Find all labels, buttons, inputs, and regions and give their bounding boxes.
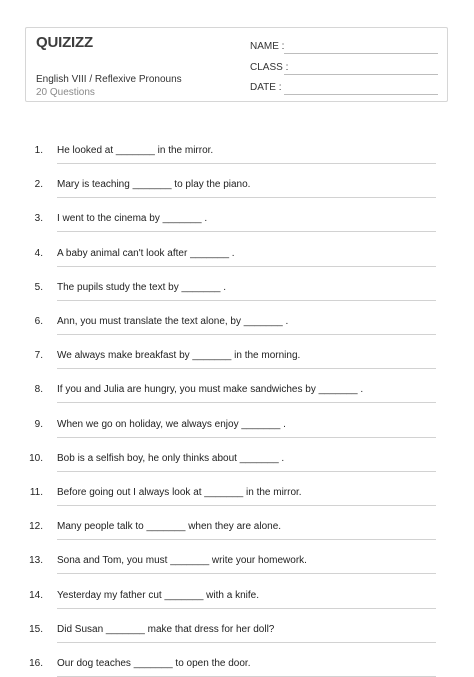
question-item <box>0 419 474 435</box>
class-label: CLASS : <box>250 62 289 73</box>
answer-line[interactable] <box>57 266 436 267</box>
question-number: 10. <box>29 452 43 464</box>
answer-line[interactable] <box>57 334 436 335</box>
name-label: NAME : <box>250 41 285 52</box>
question-text: When we go on holiday, we always enjoy _______ . <box>57 418 286 430</box>
question-number: 14. <box>29 589 43 601</box>
question-number: 8. <box>34 384 43 396</box>
question-item <box>0 453 474 469</box>
question-item <box>0 384 474 400</box>
question-text: Our dog teaches _______ to open the door. <box>57 658 251 669</box>
question-number: 13. <box>29 555 43 567</box>
answer-line[interactable] <box>57 402 436 403</box>
answer-line[interactable] <box>57 197 436 198</box>
class-field-line[interactable] <box>284 74 438 75</box>
question-text: Ann, you must translate the text alone, by _______ . <box>57 316 289 327</box>
answer-line[interactable] <box>57 539 436 540</box>
question-item <box>0 658 474 674</box>
question-text: Bob is a selfish boy, he only thinks about _______ . <box>57 452 285 464</box>
question-item <box>0 248 474 264</box>
question-number: 9. <box>34 418 43 430</box>
question-item <box>0 316 474 332</box>
question-number: 11. <box>29 487 43 498</box>
question-number: 15. <box>29 623 43 635</box>
question-item <box>0 282 474 298</box>
question-text: The pupils study the text by _______ . <box>57 281 226 293</box>
question-text: Did Susan _______ make that dress for her doll? <box>57 623 275 635</box>
quizizz-logo: QUIZIZZ <box>36 34 93 51</box>
question-text: We always make breakfast by _______ in the morning. <box>57 350 301 362</box>
question-item <box>0 555 474 571</box>
question-text: I went to the cinema by _______ . <box>57 213 208 225</box>
answer-line[interactable] <box>57 231 436 232</box>
worksheet-header <box>25 27 448 102</box>
question-item <box>0 487 474 503</box>
date-field-line[interactable] <box>284 94 438 95</box>
question-number: 2. <box>34 179 43 191</box>
question-number: 1. <box>34 145 43 156</box>
question-text: Yesterday my father cut _______ with a knife. <box>57 589 259 601</box>
question-text: Before going out I always look at _______ in the mirror. <box>57 487 302 498</box>
question-text: Mary is teaching _______ to play the piano. <box>57 179 251 191</box>
answer-line[interactable] <box>57 505 436 506</box>
worksheet-title: English VIII / Reflexive Pronouns <box>36 74 182 85</box>
question-item <box>0 213 474 229</box>
answer-line[interactable] <box>57 608 436 609</box>
answer-line[interactable] <box>57 163 436 164</box>
question-text: He looked at _______ in the mirror. <box>57 145 214 156</box>
question-text: If you and Julia are hungry, you must make sandwiches by _______ . <box>57 384 364 396</box>
question-number: 16. <box>29 658 43 669</box>
question-item <box>0 350 474 366</box>
question-item <box>0 145 474 161</box>
date-label: DATE : <box>250 82 282 93</box>
question-count: 20 Questions <box>36 87 95 98</box>
answer-line[interactable] <box>57 300 436 301</box>
question-item <box>0 521 474 537</box>
answer-line[interactable] <box>57 573 436 574</box>
answer-line[interactable] <box>57 437 436 438</box>
answer-line[interactable] <box>57 642 436 643</box>
answer-line[interactable] <box>57 368 436 369</box>
question-item <box>0 624 474 640</box>
name-field-line[interactable] <box>284 53 438 54</box>
question-item <box>0 179 474 195</box>
question-number: 12. <box>29 521 43 533</box>
question-number: 7. <box>34 350 43 362</box>
question-number: 6. <box>34 316 43 327</box>
question-text: Many people talk to _______ when they are alone. <box>57 521 282 533</box>
question-number: 5. <box>34 281 43 293</box>
answer-line[interactable] <box>57 471 436 472</box>
question-text: A baby animal can't look after _______ . <box>57 247 235 259</box>
question-text: Sona and Tom, you must _______ write your homework. <box>57 555 307 567</box>
question-item <box>0 590 474 606</box>
question-number: 3. <box>34 213 43 225</box>
question-number: 4. <box>34 247 43 259</box>
